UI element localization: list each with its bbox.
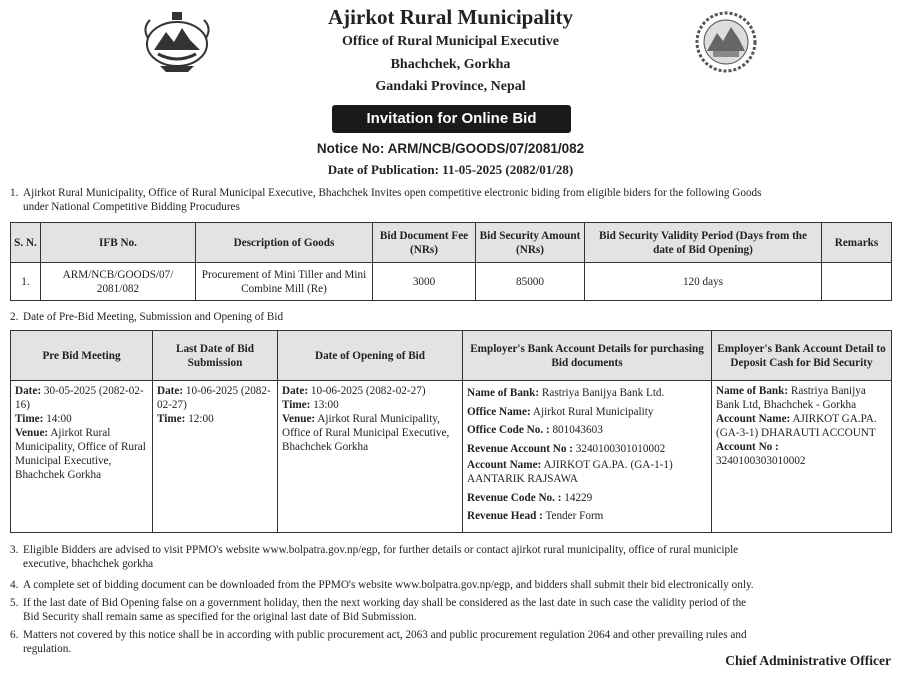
municipality-title: Ajirkot Rural Municipality [328, 5, 573, 29]
paragraph-text: Ajirkot Rural Municipality, Office of Rural Municipal Executive, Bhachchek Invites open competitive electronic biding from eligible biders for the following Goods [23, 187, 762, 199]
cell-security: 85000 [476, 263, 585, 301]
publication-date: Date of Publication: 11-05-2025 (2082/01/28) [327, 162, 574, 177]
cell-opening: Date: 10-06-2025 (2082-02-27) Time: 13:00 Venue: Ajirkot Rural Municipality, Office of Rural Municipal Executive, Bhachchek Gorkha [278, 381, 463, 533]
paragraph-text: Eligible Bidders are advised to visit PPMO's website www.bolpatra.gov.np/egp, for further details or contact ajirkot rural municipality, office of rural municiple [23, 544, 739, 556]
paragraph-text: A complete set of bidding document can be downloaded from the PPMO's website www.bolpatra.gov.np/egp, and bidders shall submit their bid electronically only. [23, 579, 754, 591]
col-ifb: IFB No. [41, 223, 196, 263]
cell-bank-documents: Name of Bank: Rastriya Banijya Bank Ltd. Office Name: Ajirkot Rural Municipality Office Code No. : 801043603 Revenue Account No : 3240100301010002 Account Name: AJIRKOT GA.PA. (GA-1-1) AANTARIK RAJSAWA Revenue Code No. : 14229 Revenue Head : Tender Form [463, 381, 712, 533]
col-validity: Bid Security Validity Period (Days from the date of Bid Opening) [585, 223, 822, 263]
paragraph-3 [10, 543, 895, 573]
cell-validity: 120 days [585, 263, 822, 301]
paragraph-text: under National Competitive Bidding Procudures [23, 201, 240, 213]
table-header-row [11, 331, 892, 381]
col-description: Description of Goods [196, 223, 373, 263]
paragraph-1 [10, 186, 895, 216]
col-bank-security: Employer's Bank Account Detail to Deposit Cash for Bid Security [712, 331, 892, 381]
office-name: Office of Rural Municipal Executive [342, 34, 559, 49]
paragraph-2 [10, 310, 895, 324]
paragraph-5 [10, 596, 895, 626]
table-header-row [11, 223, 892, 263]
table-row [11, 263, 892, 301]
col-prebid: Pre Bid Meeting [11, 331, 153, 381]
cell-last-date: Date: 10-06-2025 (2082-02-27) Time: 12:00 [153, 381, 278, 533]
col-remarks: Remarks [822, 223, 892, 263]
signature-title: Chief Administrative Officer [725, 653, 891, 668]
cell-description: Procurement of Mini Tiller and Mini Combine Mill (Re) [196, 263, 373, 301]
cell-sn: 1. [11, 263, 41, 301]
col-fee: Bid Document Fee (NRs) [373, 223, 476, 263]
cell-prebid: Date: 30-05-2025 (2082-02-16) Time: 14:00 Venue: Ajirkot Rural Municipality, Office of Rural Municipal Executive, Bhachchek Gorkha [11, 381, 153, 533]
paragraph-text: Matters not covered by this notice shall be in according with public procurement act, 2063 and public procurement regulation 2064 and other prevailing rules and [23, 629, 747, 641]
location: Bhachchek, Gorkha [390, 57, 511, 72]
invitation-badge: Invitation for Online Bid [332, 105, 571, 133]
paragraph-text: regulation. [23, 643, 72, 655]
paragraph-number: 2. [10, 311, 19, 323]
paragraph-4 [10, 578, 895, 592]
cell-remarks [822, 263, 892, 301]
cell-bank-security: Name of Bank: Rastriya Banijya Bank Ltd, Bhachchek - Gorkha Account Name: AJIRKOT GA.PA.(GA-3-1) DHARAUTI ACCOUNT Account No : 3240100303010002 [712, 381, 892, 533]
cell-fee: 3000 [373, 263, 476, 301]
col-last-date: Last Date of Bid Submission [153, 331, 278, 381]
paragraph-number: 4. [10, 579, 19, 591]
paragraph-text: If the last date of Bid Opening false on a government holiday, then the next working day shall be considered as the last date in such case the validity period of the [23, 597, 747, 609]
paragraph-number: 6. [10, 629, 19, 641]
paragraph-text: executive, bhachchek gorkha [23, 558, 154, 570]
cell-ifb: ARM/NCB/GOODS/07/ 2081/082 [41, 263, 196, 301]
col-bank-documents: Employer's Bank Account Details for purchasing Bid documents [463, 331, 712, 381]
notice-number: Notice No: ARM/NCB/GOODS/07/2081/082 [316, 141, 585, 156]
paragraph-text: Date of Pre-Bid Meeting, Submission and Opening of Bid [23, 311, 284, 323]
province: Gandaki Province, Nepal [375, 79, 526, 94]
paragraph-number: 3. [10, 544, 19, 556]
paragraph-number: 1. [10, 187, 19, 199]
col-opening: Date of Opening of Bid [278, 331, 463, 381]
bid-schedule-table [10, 330, 892, 533]
bid-items-table [10, 222, 892, 301]
col-sn: S. N. [11, 223, 41, 263]
col-security: Bid Security Amount (NRs) [476, 223, 585, 263]
table-row [11, 381, 892, 533]
paragraph-number: 5. [10, 597, 19, 609]
paragraph-text: Bid Security shall remain same as specified for the original last date of Bid Submission. [23, 611, 417, 623]
